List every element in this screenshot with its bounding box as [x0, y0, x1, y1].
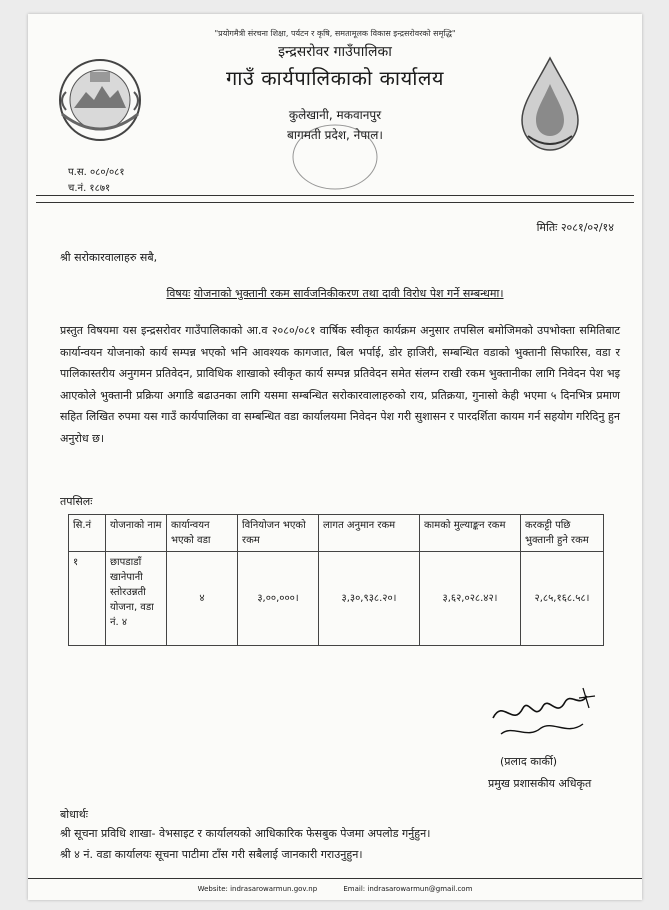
- letter-subject: [28, 286, 642, 301]
- table-header-cell: कामको मुल्याङ्कन रकम: [420, 515, 521, 552]
- signatory-name: (प्रलाद कार्की): [500, 755, 558, 768]
- patra-sankhya: प.स. ०८०/०८१: [68, 167, 125, 178]
- table-row: [69, 552, 604, 646]
- table-cell: छापडाडाँ खानेपानी स्तोरउन्नती योजना, वडा नं. ४: [106, 552, 167, 646]
- municipality-name: इन्द्रसरोवर गाउँपालिका: [278, 44, 392, 60]
- cc-label: बोधार्थः: [60, 808, 88, 821]
- subject-prefix: विषयः: [166, 287, 191, 300]
- table-cell: ३,००,०००।: [238, 552, 319, 646]
- table-header-cell: लागत अनुमान रकम: [319, 515, 420, 552]
- table-cell: ३,३०,९३८.२०।: [319, 552, 420, 646]
- table-cell: ३,६२,०२८.४२।: [420, 552, 521, 646]
- table-cell: २,८५,१६८.५८।: [521, 552, 604, 646]
- letter-body: प्रस्तुत विषयमा यस इन्द्रसरोवर गाउँपालिकाको आ.व २०८०/०८१ वार्षिक स्वीकृत कार्यक्रम अनुसार तपसिल बमोजिमको उपभोक्ता समितिबाट कार्यान्वयन योजनाको कार्य सम्पन्न भएको भनि आवश्यक कागजात, बिल भर्पाई, डोर हाजिरी, सम्बन्धित वडाको भुक्तानी सिफारिस, वडा र पालिकास्तरीय अनुगमन प्रतिवेदन, प्राविधिक शाखाको स्वीकृत कार्य सम्पन्न प्रतिवेदन समेत संलग्न राखी रकम भुक्तानीका लागि निवेदन पेश भइ आएकोले भुक्तानी प्रक्रिया अगाडि बढाउनका लागि यसमा सम्बन्धित सरोकारवालाहरुको राय, प्रतिक्रया, गुनासो केही भएमा ५ दिनभित्र प्रमाण सहित लिखित रुपमा यस गाउँ कार्यपालिका वा सम्बन्धित वडा कार्यालयमा निवेदन पेश गरी सुशासन र पारदर्शिता कायम गर्न सहयोग गरिदिनु हुन अनुरोध छ।: [60, 324, 620, 445]
- table-header-cell: करकट्टी पछि भुक्तानी हुने रकम: [521, 515, 604, 552]
- subject-text: योजनाको भुक्तानी रकम सार्वजनिकीकरण तथा दावी विरोध पेश गर्ने सम्बन्धमा।: [193, 287, 504, 300]
- cc-line-1: श्री सूचना प्रविधि शाखा- वेभसाइट र कार्यालयको आधिकारिक फेसबुक पेजमा अपलोड गर्नुहुन।: [60, 827, 431, 840]
- table-header-row: [69, 515, 604, 552]
- footer-email: Email: indrasarowarmun@gmail.com: [343, 885, 473, 893]
- municipality-motto: "प्रयोगमैत्री संरचना शिक्षा, पर्यटन र कृषि, समतामूलक विकास इन्द्रसरोवरको समृद्धि": [214, 29, 456, 38]
- office-stamp-icon: [290, 122, 380, 192]
- header-rule: [36, 195, 634, 196]
- details-label: तपसिलः: [60, 495, 93, 508]
- letter-date: मितिः २०८१/०२/१४: [536, 221, 614, 234]
- letter-footer: [28, 878, 642, 901]
- signatory-post: प्रमुख प्रशासकीय अधिकृत: [488, 777, 592, 790]
- table-cell: ४: [167, 552, 238, 646]
- table-header-cell: विनियोजन भएको रकम: [238, 515, 319, 552]
- footer-website: Website: indrasarowarmun.gov.np: [197, 885, 318, 893]
- table-header-cell: कार्यान्वयन भएको वडा: [167, 515, 238, 552]
- table-cell: १: [69, 552, 106, 646]
- table-header-cell: सि.नं: [69, 515, 106, 552]
- office-province: बागमती प्रदेश, नेपाल।: [287, 128, 383, 142]
- chalani-number: च.नं. १८७१: [68, 183, 111, 194]
- letter-page: [28, 14, 642, 900]
- letter-recipient: श्री सरोकारवालाहरु सबै,: [60, 251, 158, 264]
- office-name: गाउँ कार्यपालिकाको कार्यालय: [225, 66, 445, 90]
- header-rule-thin: [36, 202, 634, 203]
- payment-table: [68, 514, 604, 646]
- cc-line-2: श्री ४ नं. वडा कार्यालयः सूचना पाटीमा टाँस गरी सबैलाई जानकारी गराउनुहुन।: [60, 848, 363, 861]
- table-header-cell: योजनाको नाम: [106, 515, 167, 552]
- office-location: कुलेखानी, मकवानपुर: [288, 108, 382, 122]
- signature-icon: [483, 678, 603, 754]
